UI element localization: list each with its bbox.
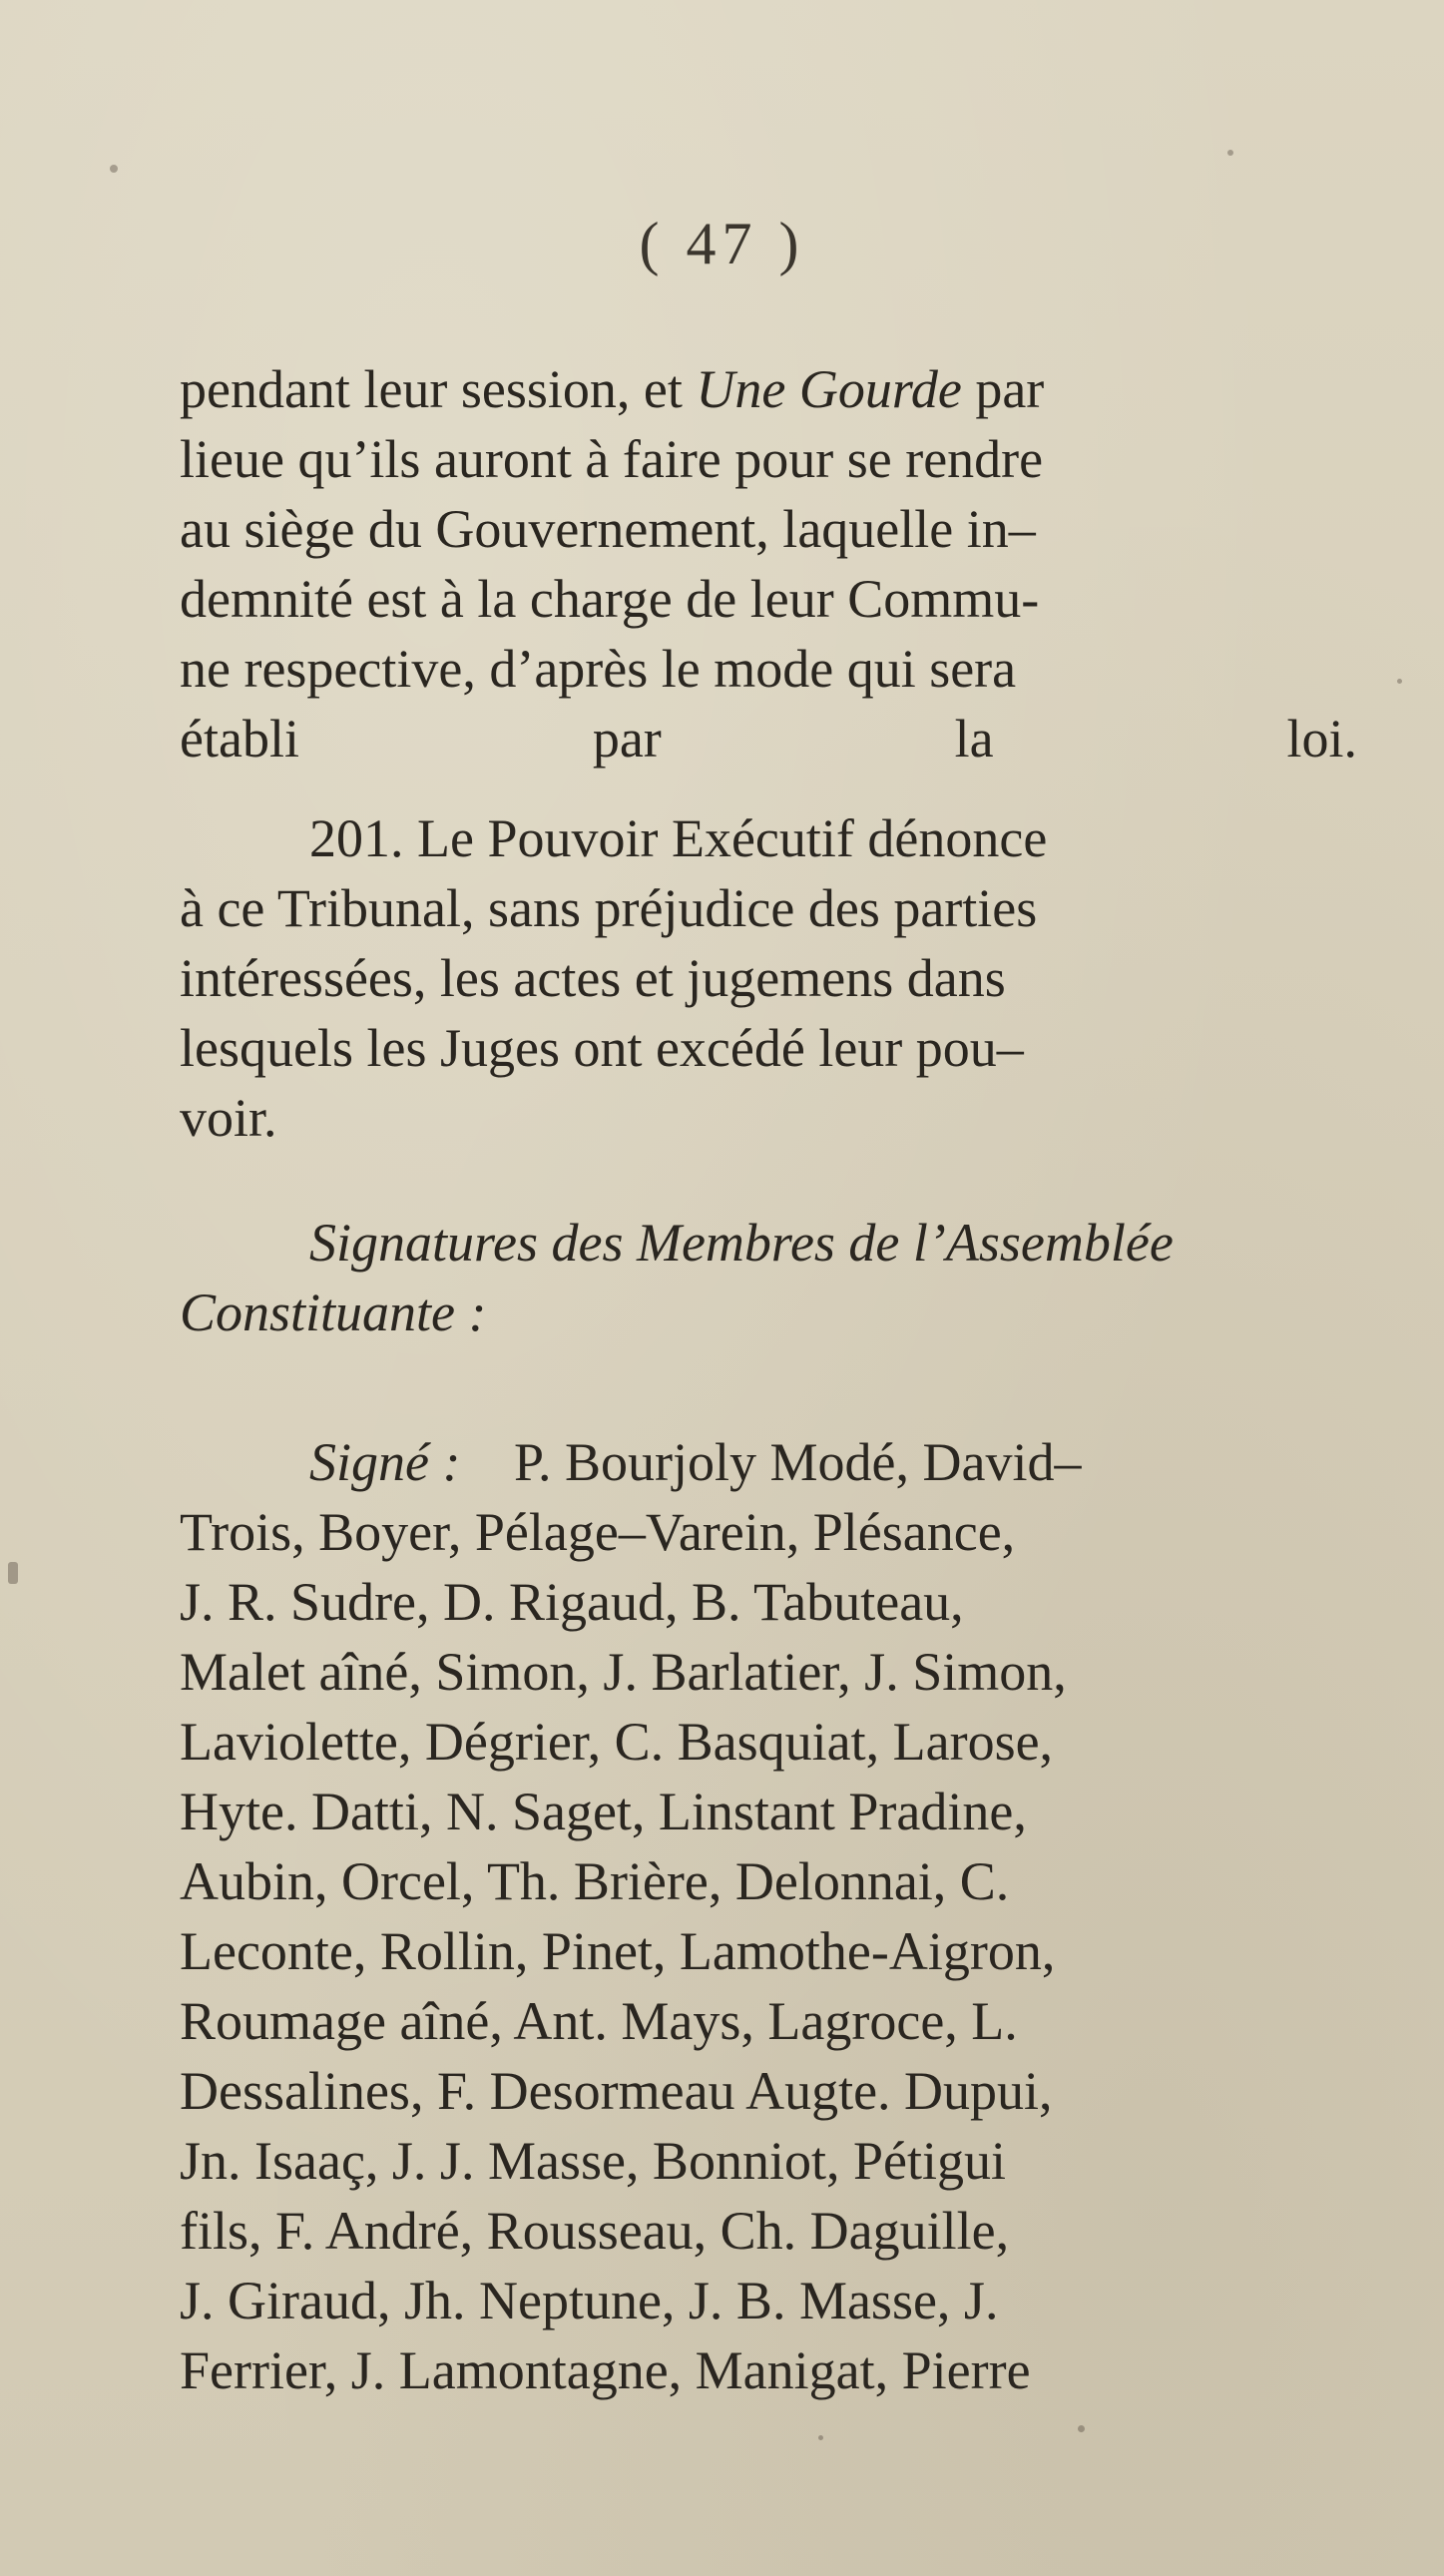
text-line [180, 1083, 1357, 1153]
page-number: ( 47 ) [639, 211, 805, 276]
paper-speck [1227, 150, 1233, 156]
text-fragment: 201. Le Pouvoir Exécutif dénonce [309, 808, 1048, 868]
text-line: Aubin, Orcel, Th. Brière, Delonnai, C. [180, 1851, 1010, 1911]
heading-line: Signatures des Membres de l’Assemblée [309, 1213, 1174, 1273]
text-line: Hyte. Datti, N. Saget, Linstant Pradine, [180, 1782, 1027, 1841]
text-line: Leconte, Rollin, Pinet, Lamothe-Aigron, [180, 1921, 1056, 1981]
text-line [180, 873, 1357, 943]
signature-list [180, 1427, 1357, 2405]
text-fragment: demnité est à la charge de leur Commu- [180, 569, 1040, 629]
text-fragment: établi par la loi. [180, 709, 1357, 769]
paper-speck [110, 165, 118, 173]
paragraph-continuation [180, 354, 1357, 773]
text-line [180, 1013, 1357, 1083]
text-line [180, 704, 1357, 773]
italic-phrase: Une Gourde [696, 359, 962, 419]
text-fragment: ne respective, d’après le mode qui sera [180, 639, 1017, 699]
text-line [180, 1427, 1357, 1497]
text-line: Ferrier, J. Lamontagne, Manigat, Pierre [180, 2340, 1031, 2400]
text-fragment: intéressées, les actes et jugemens dans [180, 948, 1006, 1008]
signatures-heading [180, 1208, 1357, 1347]
text-line [180, 564, 1357, 634]
text-line [180, 494, 1357, 564]
text-line: Jn. Isaaç, J. J. Masse, Bonniot, Pétigui [180, 2131, 1006, 2191]
text-line: J. Giraud, Jh. Neptune, J. B. Masse, J. [180, 2271, 999, 2330]
text-line: Laviolette, Dégrier, C. Basquiat, Larose, [180, 1712, 1054, 1772]
paper-speck [818, 2435, 823, 2440]
text-line: fils, F. André, Rousseau, Ch. Daguille, [180, 2201, 1010, 2261]
text-fragment: à ce Tribunal, sans préjudice des parties [180, 878, 1038, 938]
text-fragment: lieue qu’ils auront à faire pour se rendre [180, 429, 1044, 489]
text-line: Roumage aîné, Ant. Mays, Lagroce, L. [180, 1991, 1018, 2051]
article-201 [180, 803, 1357, 1153]
heading-line: Constituante : [180, 1283, 487, 1342]
text-line: J. R. Sudre, D. Rigaud, B. Tabuteau, [180, 1572, 964, 1632]
text-line: Dessalines, F. Desormeau Augte. Dupui, [180, 2061, 1053, 2121]
text-fragment: pendant leur session, et Une Gourde par [180, 359, 1045, 419]
text-line: Malet aîné, Simon, J. Barlatier, J. Simon, [180, 1642, 1067, 1702]
text-line [180, 634, 1357, 704]
paper-speck [8, 1562, 18, 1584]
text-fragment: au siège du Gouvernement, laquelle in– [180, 499, 1036, 559]
text-fragment: voir. [180, 1088, 277, 1148]
text-line [180, 354, 1357, 424]
text-line [180, 943, 1357, 1013]
signe-label: Signé : [309, 1432, 461, 1492]
paper-speck [1397, 679, 1402, 684]
text-fragment: P. Bourjoly Modé, David– [513, 1432, 1082, 1492]
text-line [180, 803, 1357, 873]
text-line [180, 424, 1357, 494]
text-line: Trois, Boyer, Pélage–Varein, Plésance, [180, 1502, 1016, 1562]
paper-speck [1078, 2425, 1085, 2432]
text-fragment: lesquels les Juges ont excédé leur pou– [180, 1018, 1024, 1078]
